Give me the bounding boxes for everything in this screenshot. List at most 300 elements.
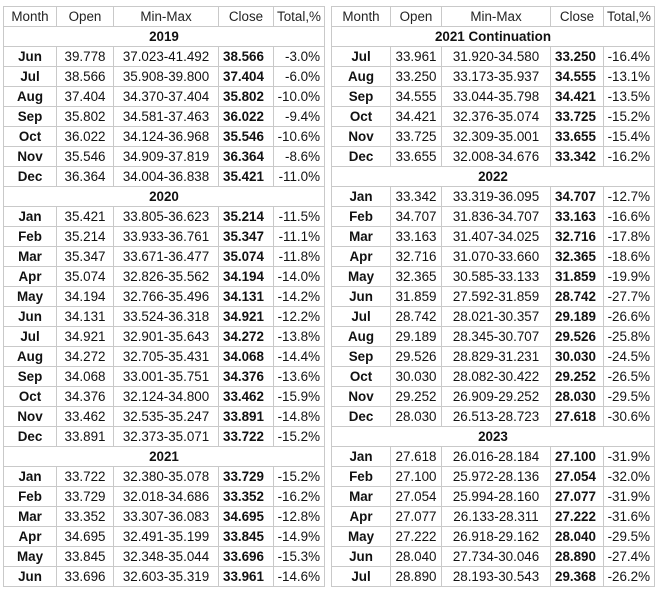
month-cell: Jul [332,47,391,67]
month-cell: May [332,267,391,287]
close-cell: 35.074 [219,247,274,267]
close-cell: 34.555 [551,67,604,87]
close-cell: 34.376 [219,367,274,387]
min-max-cell: 32.603-35.319 [114,567,219,587]
min-max-cell: 30.585-33.133 [442,267,551,287]
month-cell: Jun [4,307,57,327]
table-row [4,107,325,127]
close-cell: 29.526 [551,327,604,347]
open-cell: 33.729 [57,487,114,507]
header-month: Month [332,7,391,27]
header-open: Open [57,7,114,27]
min-max-cell: 33.671-36.477 [114,247,219,267]
table-row [332,247,655,267]
open-cell: 35.802 [57,107,114,127]
total-cell: -13.1% [604,67,655,87]
year-label: 2023 [332,427,655,447]
table-row [4,167,325,187]
total-cell: -11.8% [274,247,325,267]
month-cell: Apr [4,527,57,547]
open-cell: 34.131 [57,307,114,327]
total-cell: -16.6% [604,207,655,227]
close-cell: 29.368 [551,567,604,587]
min-max-cell: 26.016-28.184 [442,447,551,467]
total-cell: -12.7% [604,187,655,207]
min-max-cell: 28.829-31.231 [442,347,551,367]
total-cell: -6.0% [274,67,325,87]
min-max-cell: 28.021-30.357 [442,307,551,327]
total-cell: -13.6% [274,367,325,387]
close-cell: 32.716 [551,227,604,247]
table-row [4,467,325,487]
total-cell: -14.2% [274,287,325,307]
open-cell: 34.068 [57,367,114,387]
month-cell: Jan [332,187,391,207]
min-max-cell: 35.908-39.800 [114,67,219,87]
month-cell: Jun [4,47,57,67]
forecast-table-left [3,6,325,587]
close-cell: 37.404 [219,67,274,87]
open-cell: 33.163 [391,227,442,247]
close-cell: 29.189 [551,307,604,327]
open-cell: 33.845 [57,547,114,567]
total-cell: -30.6% [604,407,655,427]
total-cell: -24.5% [604,347,655,367]
month-cell: Mar [4,247,57,267]
close-cell: 34.421 [551,87,604,107]
min-max-cell: 32.901-35.643 [114,327,219,347]
total-cell: -16.2% [604,147,655,167]
close-cell: 28.040 [551,527,604,547]
year-label: 2019 [4,27,325,47]
table-row [4,287,325,307]
open-cell: 28.040 [391,547,442,567]
min-max-cell: 26.909-29.252 [442,387,551,407]
min-max-cell: 33.319-36.095 [442,187,551,207]
month-cell: Mar [332,487,391,507]
year-label: 2021 [4,447,325,467]
table-row [332,367,655,387]
total-cell: -15.4% [604,127,655,147]
open-cell: 34.272 [57,347,114,367]
close-cell: 33.163 [551,207,604,227]
min-max-cell: 32.309-35.001 [442,127,551,147]
table-row [332,387,655,407]
total-cell: -14.8% [274,407,325,427]
month-cell: Feb [4,487,57,507]
month-cell: Nov [332,127,391,147]
open-cell: 33.462 [57,407,114,427]
table-row [332,347,655,367]
total-cell: -12.2% [274,307,325,327]
table-row [4,387,325,407]
month-cell: Nov [4,147,57,167]
header-month: Month [4,7,57,27]
table-row [332,127,655,147]
table-row [332,527,655,547]
min-max-cell: 32.373-35.071 [114,427,219,447]
open-cell: 34.376 [57,387,114,407]
total-cell: -26.5% [604,367,655,387]
month-cell: Apr [332,247,391,267]
total-cell: -10.0% [274,87,325,107]
open-cell: 27.077 [391,507,442,527]
min-max-cell: 26.513-28.723 [442,407,551,427]
close-cell: 33.725 [551,107,604,127]
open-cell: 27.100 [391,467,442,487]
month-cell: Nov [4,407,57,427]
open-cell: 27.618 [391,447,442,467]
open-cell: 33.250 [391,67,442,87]
close-cell: 34.707 [551,187,604,207]
close-cell: 33.462 [219,387,274,407]
month-cell: Feb [332,207,391,227]
total-cell: -31.6% [604,507,655,527]
min-max-cell: 31.836-34.707 [442,207,551,227]
open-cell: 27.054 [391,487,442,507]
close-cell: 29.252 [551,367,604,387]
table-row [4,507,325,527]
close-cell: 28.742 [551,287,604,307]
close-cell: 31.859 [551,267,604,287]
year-header-row [332,167,655,187]
table-row [4,207,325,227]
close-cell: 33.729 [219,467,274,487]
month-cell: May [4,287,57,307]
total-cell: -31.9% [604,447,655,467]
close-cell: 33.891 [219,407,274,427]
month-cell: Nov [332,387,391,407]
total-cell: -11.0% [274,167,325,187]
min-max-cell: 37.023-41.492 [114,47,219,67]
open-cell: 34.921 [57,327,114,347]
total-cell: -27.7% [604,287,655,307]
year-header-row [332,27,655,47]
min-max-cell: 32.124-34.800 [114,387,219,407]
min-max-cell: 27.734-30.046 [442,547,551,567]
open-cell: 29.189 [391,327,442,347]
close-cell: 34.194 [219,267,274,287]
total-cell: -10.6% [274,127,325,147]
open-cell: 33.891 [57,427,114,447]
header-total: Total,% [274,7,325,27]
open-cell: 27.222 [391,527,442,547]
table-row [332,87,655,107]
forecast-table-right [331,6,655,587]
month-cell: Jul [332,567,391,587]
min-max-cell: 26.133-28.311 [442,507,551,527]
table-row [332,447,655,467]
table-row [4,407,325,427]
close-cell: 33.845 [219,527,274,547]
month-cell: Jan [4,467,57,487]
month-cell: Sep [4,107,57,127]
total-cell: -15.9% [274,387,325,407]
close-cell: 33.342 [551,147,604,167]
close-cell: 28.030 [551,387,604,407]
close-cell: 28.890 [551,547,604,567]
table-row [332,107,655,127]
header-min-max: Min-Max [114,7,219,27]
close-cell: 33.352 [219,487,274,507]
month-cell: Aug [4,347,57,367]
min-max-cell: 32.766-35.496 [114,287,219,307]
close-cell: 35.421 [219,167,274,187]
month-cell: Jan [332,447,391,467]
close-cell: 32.365 [551,247,604,267]
table-row [332,567,655,587]
open-cell: 34.421 [391,107,442,127]
open-cell: 32.365 [391,267,442,287]
month-cell: Feb [332,467,391,487]
open-cell: 33.655 [391,147,442,167]
open-cell: 34.707 [391,207,442,227]
table-row [332,47,655,67]
total-cell: -18.6% [604,247,655,267]
open-cell: 38.566 [57,67,114,87]
min-max-cell: 28.345-30.707 [442,327,551,347]
total-cell: -12.8% [274,507,325,527]
min-max-cell: 34.124-36.968 [114,127,219,147]
total-cell: -31.9% [604,487,655,507]
open-cell: 33.961 [391,47,442,67]
header-total: Total,% [604,7,655,27]
total-cell: -11.5% [274,207,325,227]
close-cell: 34.921 [219,307,274,327]
month-cell: Jun [4,567,57,587]
table-row [332,507,655,527]
open-cell: 36.364 [57,167,114,187]
month-cell: Aug [332,67,391,87]
table-row [4,67,325,87]
total-cell: -8.6% [274,147,325,167]
open-cell: 29.252 [391,387,442,407]
total-cell: -16.2% [274,487,325,507]
min-max-cell: 26.918-29.162 [442,527,551,547]
total-cell: -26.2% [604,567,655,587]
total-cell: -19.9% [604,267,655,287]
close-cell: 27.618 [551,407,604,427]
close-cell: 35.802 [219,87,274,107]
total-cell: -13.8% [274,327,325,347]
open-cell: 35.421 [57,207,114,227]
month-cell: Oct [332,367,391,387]
header-min-max: Min-Max [442,7,551,27]
open-cell: 31.859 [391,287,442,307]
open-cell: 35.214 [57,227,114,247]
open-cell: 32.716 [391,247,442,267]
total-cell: -27.4% [604,547,655,567]
month-cell: Jun [332,547,391,567]
open-cell: 34.695 [57,527,114,547]
table-row [4,127,325,147]
year-header-row [4,187,325,207]
min-max-cell: 32.380-35.078 [114,467,219,487]
close-cell: 27.100 [551,447,604,467]
table-row [332,467,655,487]
close-cell: 33.696 [219,547,274,567]
total-cell: -9.4% [274,107,325,127]
month-cell: Aug [332,327,391,347]
close-cell: 27.222 [551,507,604,527]
open-cell: 33.725 [391,127,442,147]
min-max-cell: 32.018-34.686 [114,487,219,507]
month-cell: Apr [332,507,391,527]
table-row [4,267,325,287]
min-max-cell: 27.592-31.859 [442,287,551,307]
open-cell: 35.546 [57,147,114,167]
month-cell: Jan [4,207,57,227]
table-row [332,267,655,287]
header-row [332,7,655,27]
table-row [332,227,655,247]
min-max-cell: 31.920-34.580 [442,47,551,67]
min-max-cell: 33.805-36.623 [114,207,219,227]
table-row [332,147,655,167]
month-cell: Mar [332,227,391,247]
table-row [4,527,325,547]
table-row [332,327,655,347]
total-cell: -15.3% [274,547,325,567]
open-cell: 39.778 [57,47,114,67]
table-row [4,327,325,347]
month-cell: Jul [4,67,57,87]
min-max-cell: 33.933-36.761 [114,227,219,247]
open-cell: 35.347 [57,247,114,267]
min-max-cell: 33.173-35.937 [442,67,551,87]
total-cell: -26.6% [604,307,655,327]
min-max-cell: 33.307-36.083 [114,507,219,527]
min-max-cell: 32.535-35.247 [114,407,219,427]
total-cell: -29.5% [604,527,655,547]
open-cell: 35.074 [57,267,114,287]
year-label: 2022 [332,167,655,187]
min-max-cell: 32.705-35.431 [114,347,219,367]
month-cell: Sep [332,87,391,107]
close-cell: 33.250 [551,47,604,67]
table-row [4,47,325,67]
min-max-cell: 32.348-35.044 [114,547,219,567]
min-max-cell: 31.070-33.660 [442,247,551,267]
total-cell: -14.9% [274,527,325,547]
month-cell: Oct [4,387,57,407]
table-row [332,207,655,227]
min-max-cell: 32.008-34.676 [442,147,551,167]
month-cell: Mar [4,507,57,527]
table-row [4,147,325,167]
min-max-cell: 25.972-28.136 [442,467,551,487]
min-max-cell: 33.524-36.318 [114,307,219,327]
year-label: 2020 [4,187,325,207]
close-cell: 34.695 [219,507,274,527]
table-row [4,487,325,507]
close-cell: 34.068 [219,347,274,367]
min-max-cell: 34.004-36.838 [114,167,219,187]
close-cell: 30.030 [551,347,604,367]
close-cell: 36.022 [219,107,274,127]
year-header-row [332,427,655,447]
min-max-cell: 31.407-34.025 [442,227,551,247]
table-row [4,567,325,587]
total-cell: -25.8% [604,327,655,347]
min-max-cell: 34.581-37.463 [114,107,219,127]
month-cell: Dec [4,427,57,447]
total-cell: -29.5% [604,387,655,407]
table-row [4,347,325,367]
total-cell: -14.4% [274,347,325,367]
table-row [4,307,325,327]
table-row [332,547,655,567]
close-cell: 34.131 [219,287,274,307]
close-cell: 33.961 [219,567,274,587]
month-cell: Jul [332,307,391,327]
min-max-cell: 32.376-35.074 [442,107,551,127]
open-cell: 33.342 [391,187,442,207]
min-max-cell: 33.001-35.751 [114,367,219,387]
month-cell: Sep [332,347,391,367]
month-cell: Aug [4,87,57,107]
open-cell: 33.352 [57,507,114,527]
month-cell: Sep [4,367,57,387]
table-row [4,87,325,107]
close-cell: 33.655 [551,127,604,147]
total-cell: -14.6% [274,567,325,587]
total-cell: -16.4% [604,47,655,67]
table-row [332,67,655,87]
close-cell: 27.077 [551,487,604,507]
month-cell: Dec [332,147,391,167]
table-row [4,247,325,267]
open-cell: 28.030 [391,407,442,427]
table-row [4,547,325,567]
month-cell: May [332,527,391,547]
open-cell: 33.722 [57,467,114,487]
open-cell: 33.696 [57,567,114,587]
open-cell: 34.555 [391,87,442,107]
table-row [332,187,655,207]
table-row [332,307,655,327]
min-max-cell: 28.193-30.543 [442,567,551,587]
close-cell: 35.214 [219,207,274,227]
open-cell: 29.526 [391,347,442,367]
min-max-cell: 25.994-28.160 [442,487,551,507]
open-cell: 37.404 [57,87,114,107]
total-cell: -32.0% [604,467,655,487]
month-cell: Jul [4,327,57,347]
min-max-cell: 33.044-35.798 [442,87,551,107]
month-cell: Dec [4,167,57,187]
month-cell: Oct [4,127,57,147]
close-cell: 38.566 [219,47,274,67]
header-close: Close [551,7,604,27]
total-cell: -14.0% [274,267,325,287]
month-cell: Oct [332,107,391,127]
close-cell: 34.272 [219,327,274,347]
open-cell: 36.022 [57,127,114,147]
table-row [4,367,325,387]
table-row [332,487,655,507]
total-cell: -15.2% [274,467,325,487]
open-cell: 34.194 [57,287,114,307]
month-cell: Jun [332,287,391,307]
min-max-cell: 32.826-35.562 [114,267,219,287]
min-max-cell: 32.491-35.199 [114,527,219,547]
header-close: Close [219,7,274,27]
month-cell: Feb [4,227,57,247]
year-header-row [4,447,325,467]
table-row [332,407,655,427]
total-cell: -13.5% [604,87,655,107]
